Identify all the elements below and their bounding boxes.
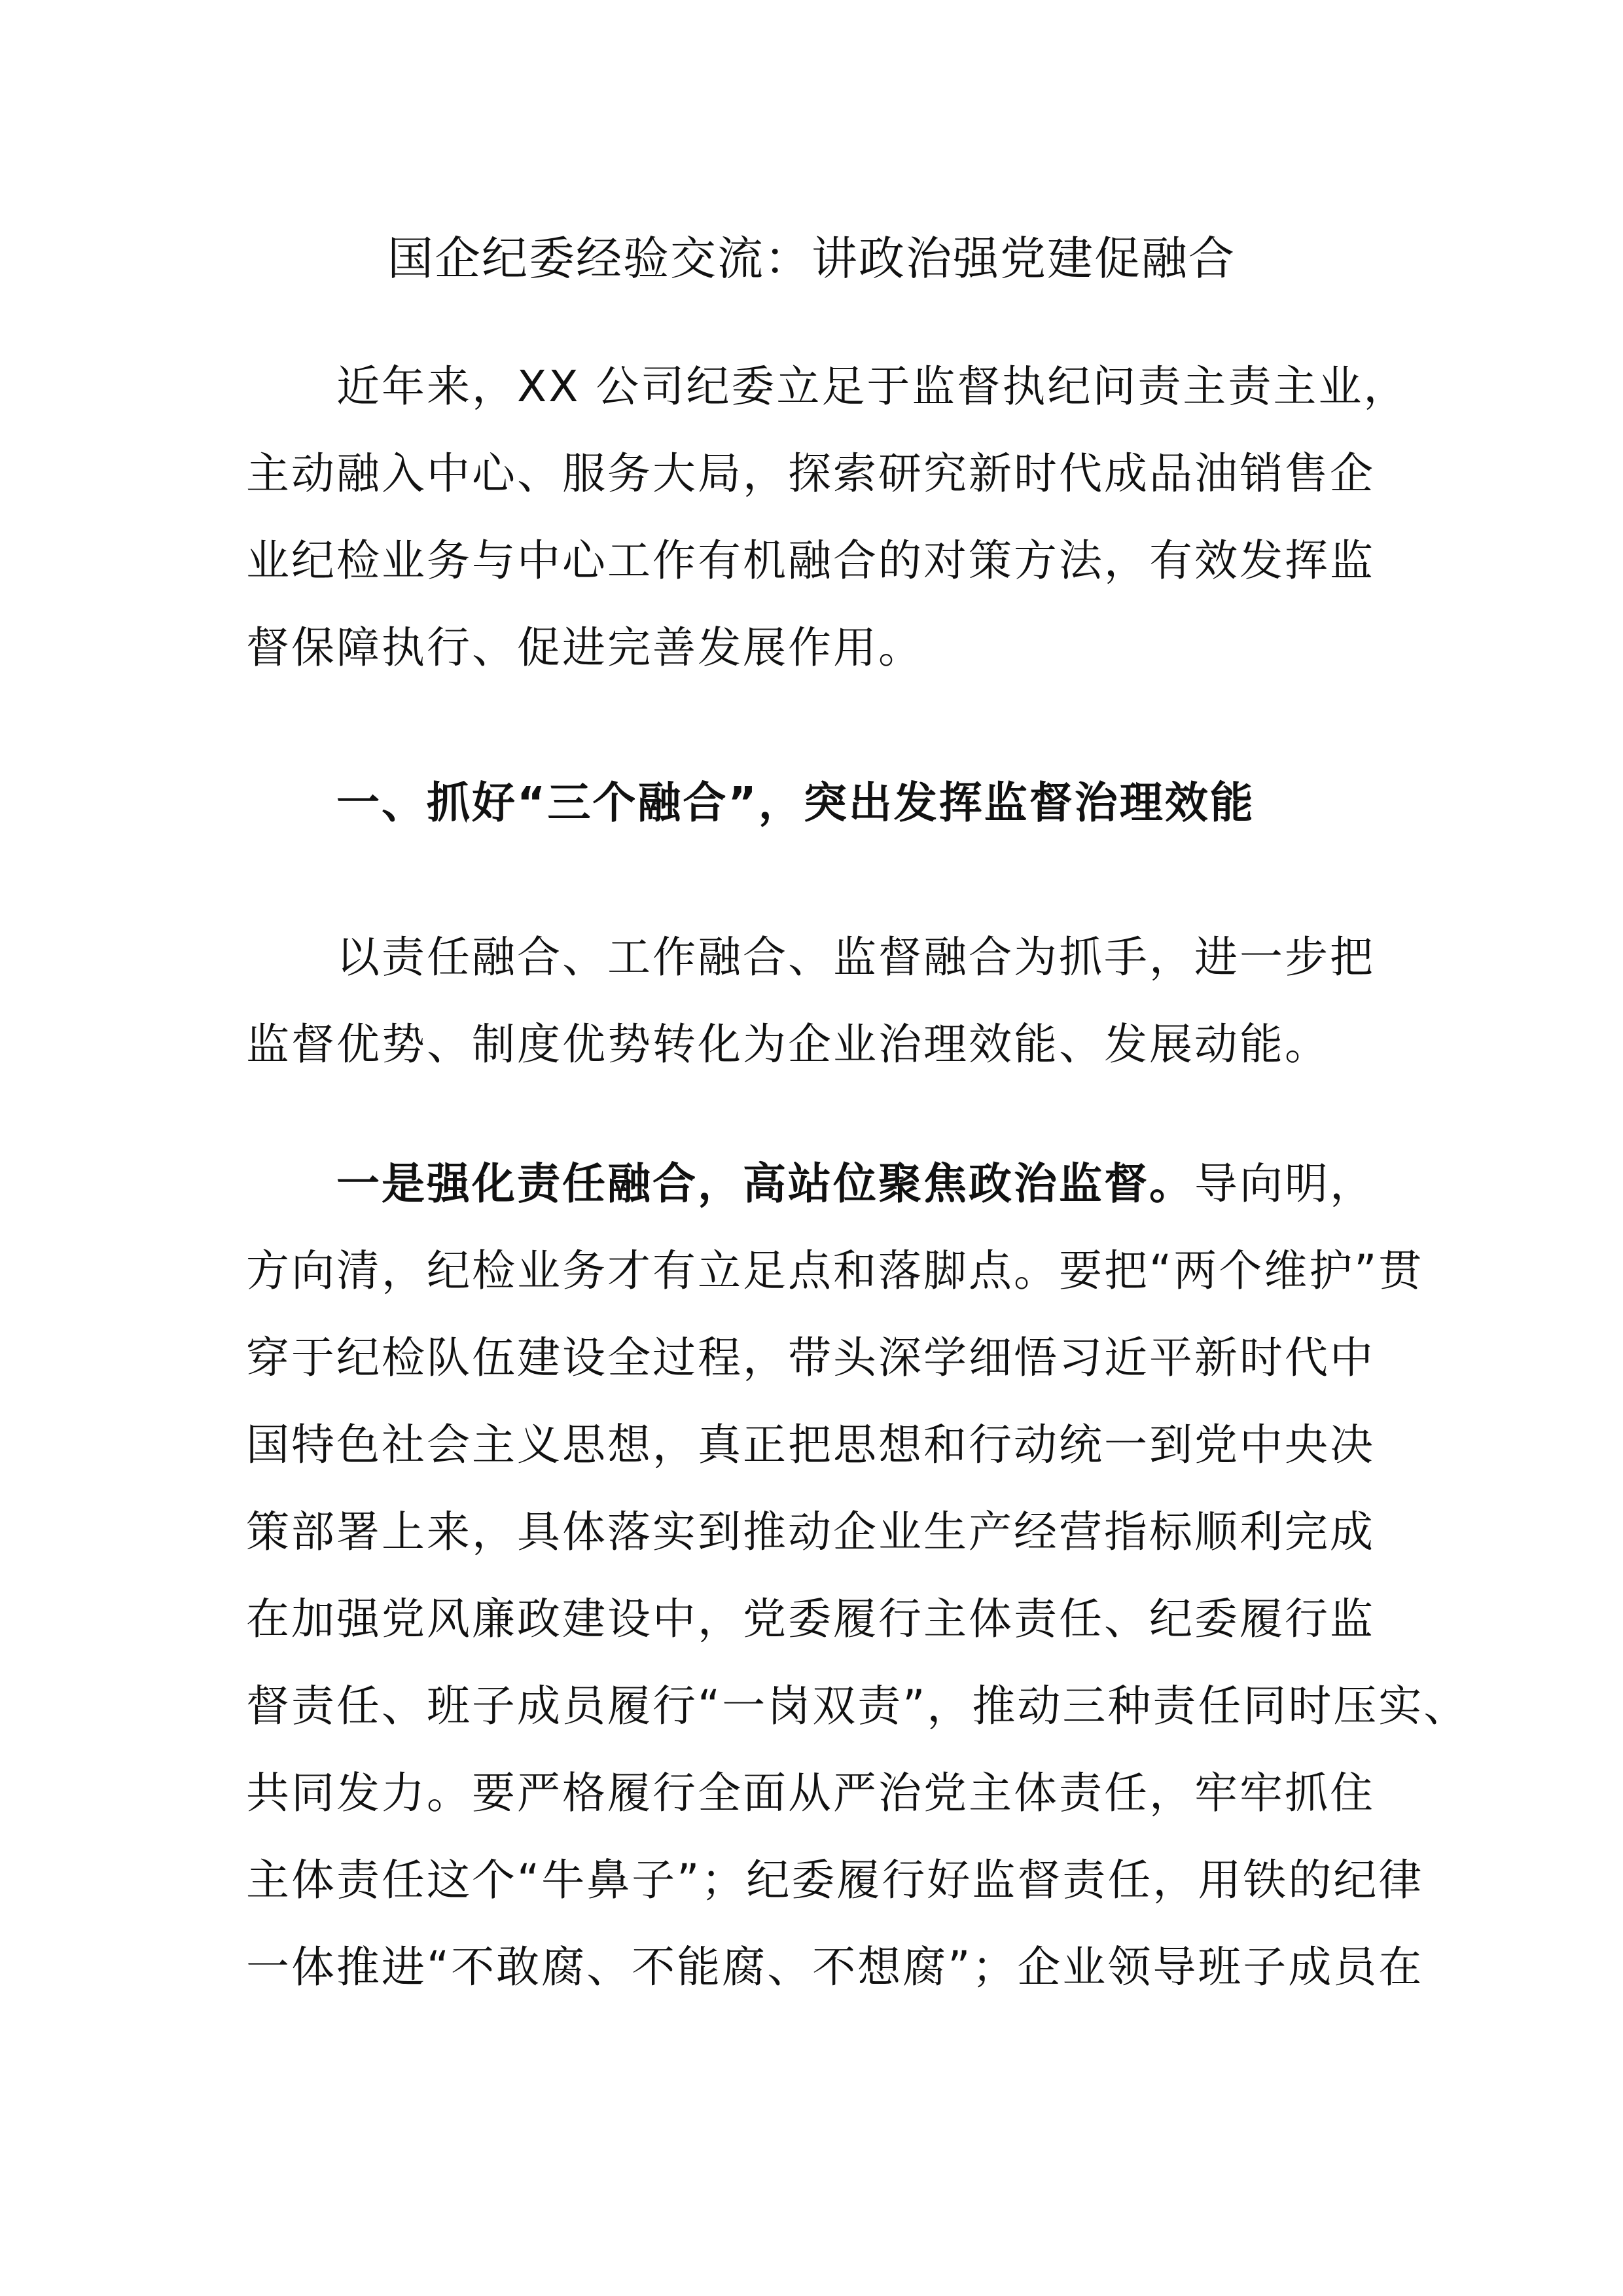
section-paragraph	[246, 914, 1411, 1088]
intro-paragraph	[246, 343, 1411, 691]
section-line: 监督优势、制度优势转化为企业治理效能、发展动能。	[246, 1019, 1330, 1069]
point-line: 国特色社会主义思想，真正把思想和行动统一到党中央决	[246, 1420, 1375, 1470]
point-line: 在加强党风廉政建设中，党委履行主体责任、纪委履行监	[246, 1594, 1375, 1644]
section-heading: 一、抓好“三个融合”，突出发挥监督治理效能	[336, 778, 1255, 828]
point-line: 策部署上来，具体落实到推动企业生产经营指标顺利完成	[246, 1507, 1375, 1557]
point-lead-rest: 导向明，	[1194, 1158, 1375, 1209]
point-line: 共同发力。要严格履行全面从严治党主体责任，牢牢抓住	[246, 1768, 1375, 1818]
section-line: 以责任融合、工作融合、监督融合为抓手，进一步把	[336, 932, 1375, 982]
document-title: 国企纪委经验交流：讲政治强党建促融合	[387, 232, 1236, 285]
point-line: 一体推进“不敢腐、不能腐、不想腐”；企业领导班子成员在	[246, 1942, 1424, 1992]
section-heading-block	[246, 759, 1411, 846]
intro-line: 近年来，XX 公司纪委立足于监督执纪问责主责主业，	[336, 361, 1409, 412]
intro-line: 督保障执行、促进完善发展作用。	[246, 622, 923, 673]
point-line: 督责任、班子成员履行“一岗双责”，推动三种责任同时压实、	[246, 1681, 1469, 1731]
point-line: 主体责任这个“牛鼻子”；纪委履行好监督责任，用铁的纪律	[246, 1855, 1424, 1905]
intro-line: 主动融入中心、服务大局，探索研究新时代成品油销售企	[246, 448, 1375, 499]
point-paragraph	[246, 1140, 1469, 2011]
point-line: 方向清，纪检业务才有立足点和落脚点。要把“两个维护”贯	[246, 1246, 1424, 1296]
point-lead: 一是强化责任融合，高站位聚焦政治监督。	[336, 1158, 1194, 1209]
point-line: 穿于纪检队伍建设全过程，带头深学细悟习近平新时代中	[246, 1333, 1375, 1383]
point-first-line	[246, 1140, 1411, 1227]
intro-line: 业纪检业务与中心工作有机融合的对策方法，有效发挥监	[246, 535, 1375, 586]
